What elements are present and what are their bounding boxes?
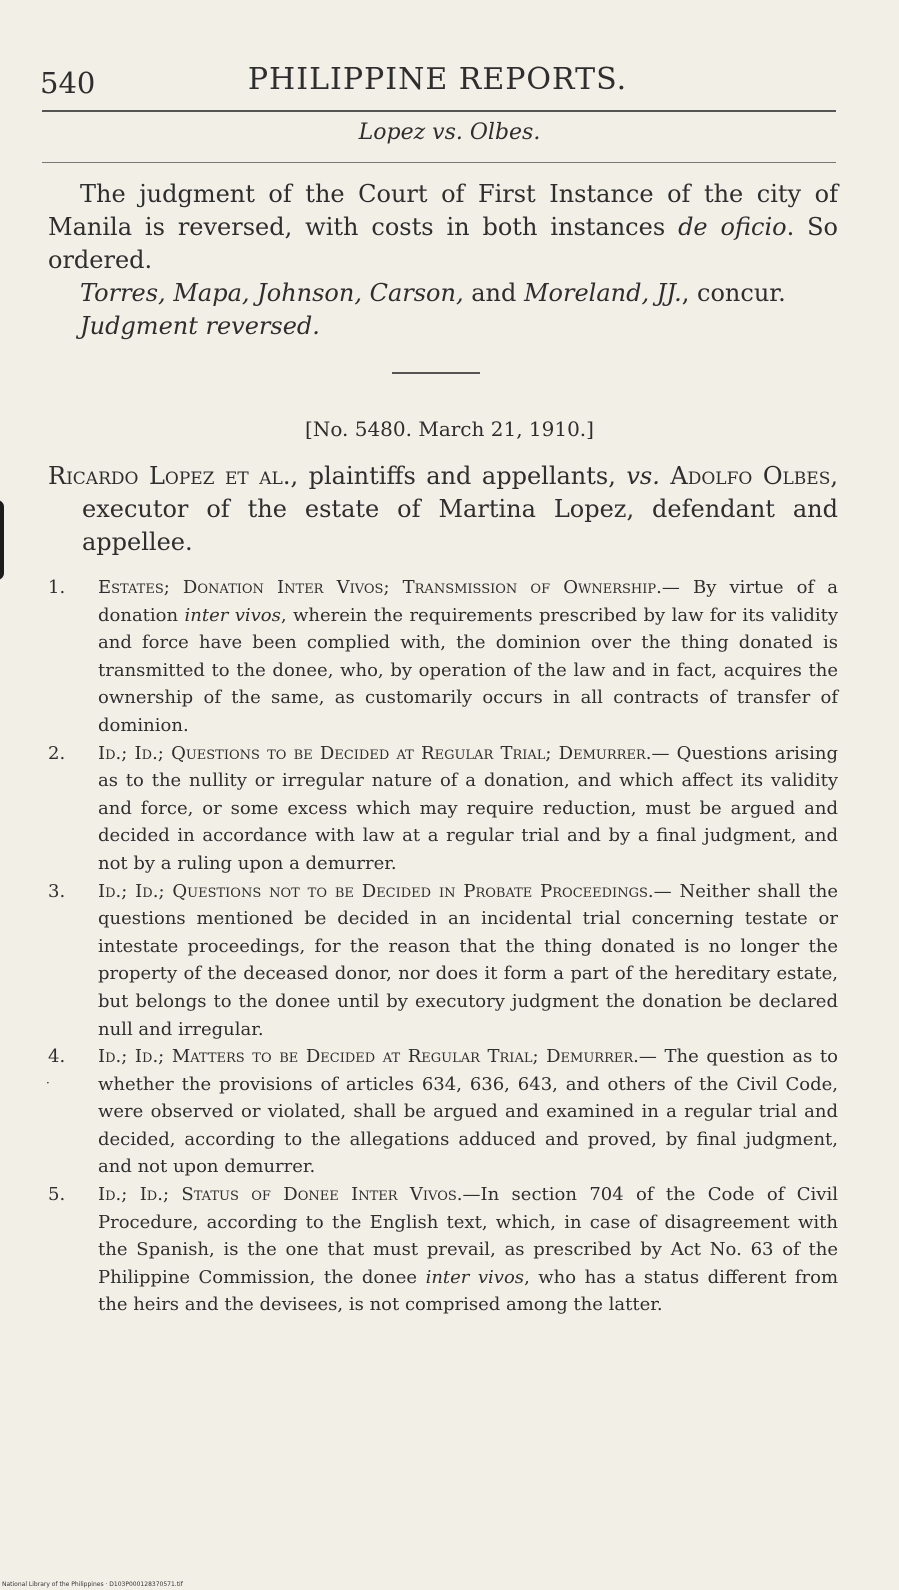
judgment-paragraph: The judgment of the Court of First Instance of the city of Manila is reversed, with costs in both instances de oficio. So ordered.: [48, 180, 838, 274]
page-header: [40, 62, 835, 102]
judgment-block: [48, 178, 838, 343]
scan-footer: National Library of the Philippines · D103P000128370571.tif: [2, 1581, 183, 1588]
section-divider: [392, 372, 480, 374]
case-title-rule: [42, 162, 836, 163]
case-parties: Ricardo Lopez et al., plaintiffs and appellants, vs. Adolfo Olbes, executor of the estate of Martina Lopez, defendant and appellee.: [48, 462, 838, 556]
syllabus-item: 4. Id.; Id.; Matters to be Decided at Regular Trial; Demurrer.— The question as to whether the provisions of articles 634, 636, 643, and others of the Civil Code, were observed or violated, shall be argued and examined in a regular trial and decided, according to the allegations adduced and proved, by final judgment, and not upon demurrer.: [48, 1046, 838, 1178]
running-title: PHILIPPINE REPORTS.: [247, 62, 628, 97]
syllabus-item: 1. Estates; Donation Inter Vivos; Transmission of Ownership.— By virtue of a donation inter vivos, wherein the requirements prescribed by law for its validity and force have been complied with, the dominion over the thing donated is transmitted to the donee, who, by operation of the law and in fact, acquires the ownership of the same, as customarily occurs in all contracts of transfer of dominion.: [48, 577, 839, 736]
syllabus-item: 3. Id.; Id.; Questions not to be Decided in Probate Proceedings.— Neither shall the questions mentioned be decided in an incidental trial concerning testate or intestate proceedings, for the reason that the thing donated is no longer the property of the deceased donor, nor does it form a part of the hereditary estate, but belongs to the donee until by executory judgment the donation be declared null and irregular.: [48, 880, 838, 1040]
syllabus-item: 5. Id.; Id.; Status of Donee Inter Vivos.—In section 704 of the Code of Civil Procedure, according to the English text, which, in case of disagreement with the Spanish, is the one that must prevail, as prescribed by Act No. 63 of the Philippine Commission, the donee inter vivos, who has a status different from the heirs and the devisees, is not comprised among the latter.: [48, 1184, 839, 1316]
judgment-result: Judgment reversed.: [80, 312, 320, 340]
syllabus-item: 2. Id.; Id.; Questions to be Decided at Regular Trial; Demurrer.— Questions arising as to the nullity or irregular nature of a donation, and which affect its validity and force, or some excess which may require reduction, must be argued and decided in accordance with law at a regular trial and by a final judgment, and not by a ruling upon a demurrer.: [48, 742, 838, 874]
margin-speck: ·: [46, 1076, 50, 1090]
docket-line: [No. 5480. March 21, 1910.]: [305, 417, 594, 441]
syllabus-list: [48, 574, 838, 1319]
binding-shadow: [0, 500, 4, 580]
page-number: 540: [40, 66, 96, 100]
header-rule: [42, 110, 836, 112]
case-title: Lopez vs. Olbes.: [358, 120, 541, 145]
concurrence-line: Torres, Mapa, Johnson, Carson, and Moreland, JJ., concur.: [80, 279, 786, 307]
